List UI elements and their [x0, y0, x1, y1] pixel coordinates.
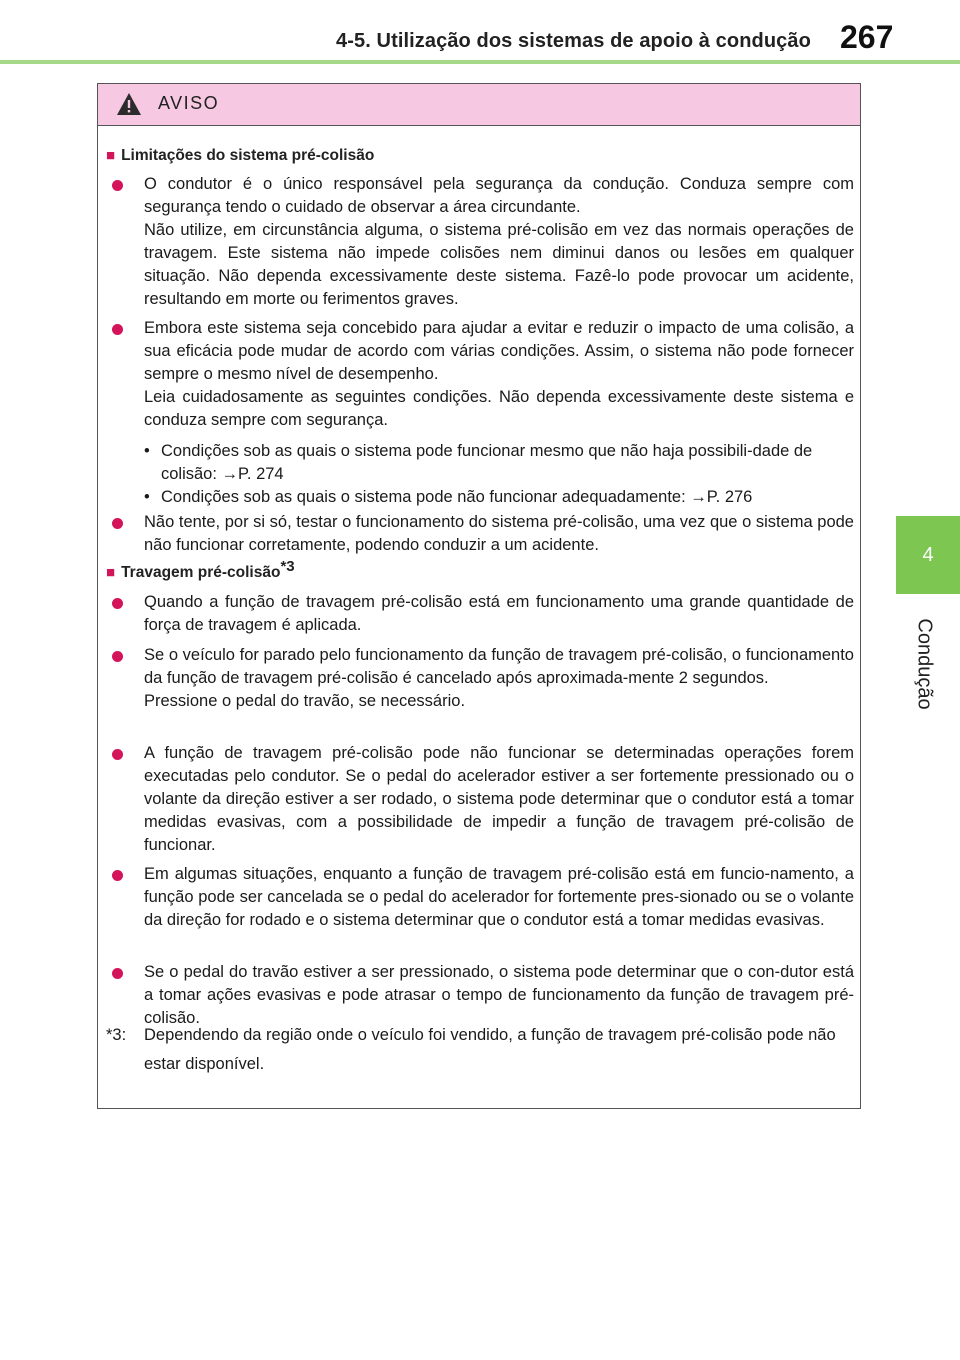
sub-list-item: • Condições sob as quais o sistema pode não funcionar adequadamente: →P. 276 [144, 488, 753, 506]
chapter-label: Condução [913, 618, 936, 710]
section-heading: ■ Limitações do sistema pré-colisão [106, 147, 375, 164]
list-item: Embora este sistema seja concebido para ajudar a evitar e reduzir o impacto de uma colisão, a sua eficácia pode mudar de acordo com várias condições. Assim, o sistema não pode fornecer sempre o mesmo nível de desempenho. Leia cuidadosamente as seguintes condições. Não dependa excessivamente deste sistema e conduza sempre com segurança. [112, 317, 854, 432]
warning-triangle-icon [116, 92, 142, 116]
header-divider [0, 60, 960, 64]
section-heading: ■ Travagem pré-colisão$^{*3}$ [106, 558, 295, 582]
footnote-marker: *3: [106, 1026, 127, 1044]
bullet-icon [112, 518, 123, 529]
warning-box [97, 83, 861, 1109]
bullet-icon [112, 870, 123, 881]
list-item: Se o pedal do travão estiver a ser pressionado, o sistema pode determinar que o con-dutor está a tomar ações evasivas e pode atrasar o tempo de funcionamento da função de travagem pré-colisão. [112, 961, 854, 1030]
square-bullet-icon: ■ [106, 564, 116, 582]
page-header-title: 4-5. Utilização dos sistemas de apoio à condução [336, 30, 811, 52]
bullet-icon [112, 749, 123, 760]
bullet-icon [112, 968, 123, 979]
list-item: A função de travagem pré-colisão pode não funcionar se determinadas operações forem executadas pelo condutor. Se o pedal do acelerador estiver a ser fortemente pressionado ou o volante da direção estiver a ser rodado, o sistema pode determinar que o condutor está a tomar medidas evasivas, com a possibilidade de impedir a função de travagem pré-colisão de funcionar. [112, 742, 854, 857]
bullet-icon [112, 180, 123, 191]
page-number: 267 [840, 19, 894, 55]
list-item: Se o veículo for parado pelo funcionamento da função de travagem pré-colisão, o funcionamento da função de travagem pré-colisão é cancelado após aproximada-mente 2 segundos. Pressione o pedal do travão, se necessário. [112, 644, 854, 713]
footnote: *3: Dependendo da região onde o veículo foi vendido, a função de travagem pré-colisão pode não estar disponível. [106, 1021, 841, 1079]
chapter-tab[interactable]: 4 [896, 516, 960, 594]
list-item: Não tente, por si só, testar o funcionamento do sistema pré-colisão, uma vez que o sistema pode não funcionar corretamente, podendo conduzir a um acidente. [112, 511, 854, 557]
warning-header [98, 84, 860, 126]
list-item: O condutor é o único responsável pela segurança da condução. Conduza sempre com segurança tendo o cuidado de observar a área circundante. Não utilize, em circunstância alguma, o sistema pré-colisão em vez das normais operações de travagem. Este sistema não impede colisões nem diminui danos ou lesões em qualquer situação. Não dependa excessivamente deste sistema. Fazê-lo pode provocar um acidente, resultando em morte ou ferimentos graves. [112, 173, 854, 311]
square-bullet-icon: ■ [106, 147, 116, 164]
bullet-icon [112, 651, 123, 662]
list-item: Quando a função de travagem pré-colisão está em funcionamento uma grande quantidade de força de travagem é aplicada. [112, 591, 854, 637]
sub-list-item: • Condições sob as quais o sistema pode funcionar mesmo que não haja possibili-dade de colisão: →P. 274 [144, 442, 813, 483]
list-item: Em algumas situações, enquanto a função de travagem pré-colisão está em funcio-namento, a função pode ser cancelada se o pedal do acelerador for fortemente pres-sionado ou se o volante da direção for rodado e o sistema determinar que o condutor está a tomar medidas evasivas. [112, 863, 854, 932]
bullet-icon [112, 598, 123, 609]
bullet-icon [112, 324, 123, 335]
warning-title: AVISO [158, 93, 220, 113]
